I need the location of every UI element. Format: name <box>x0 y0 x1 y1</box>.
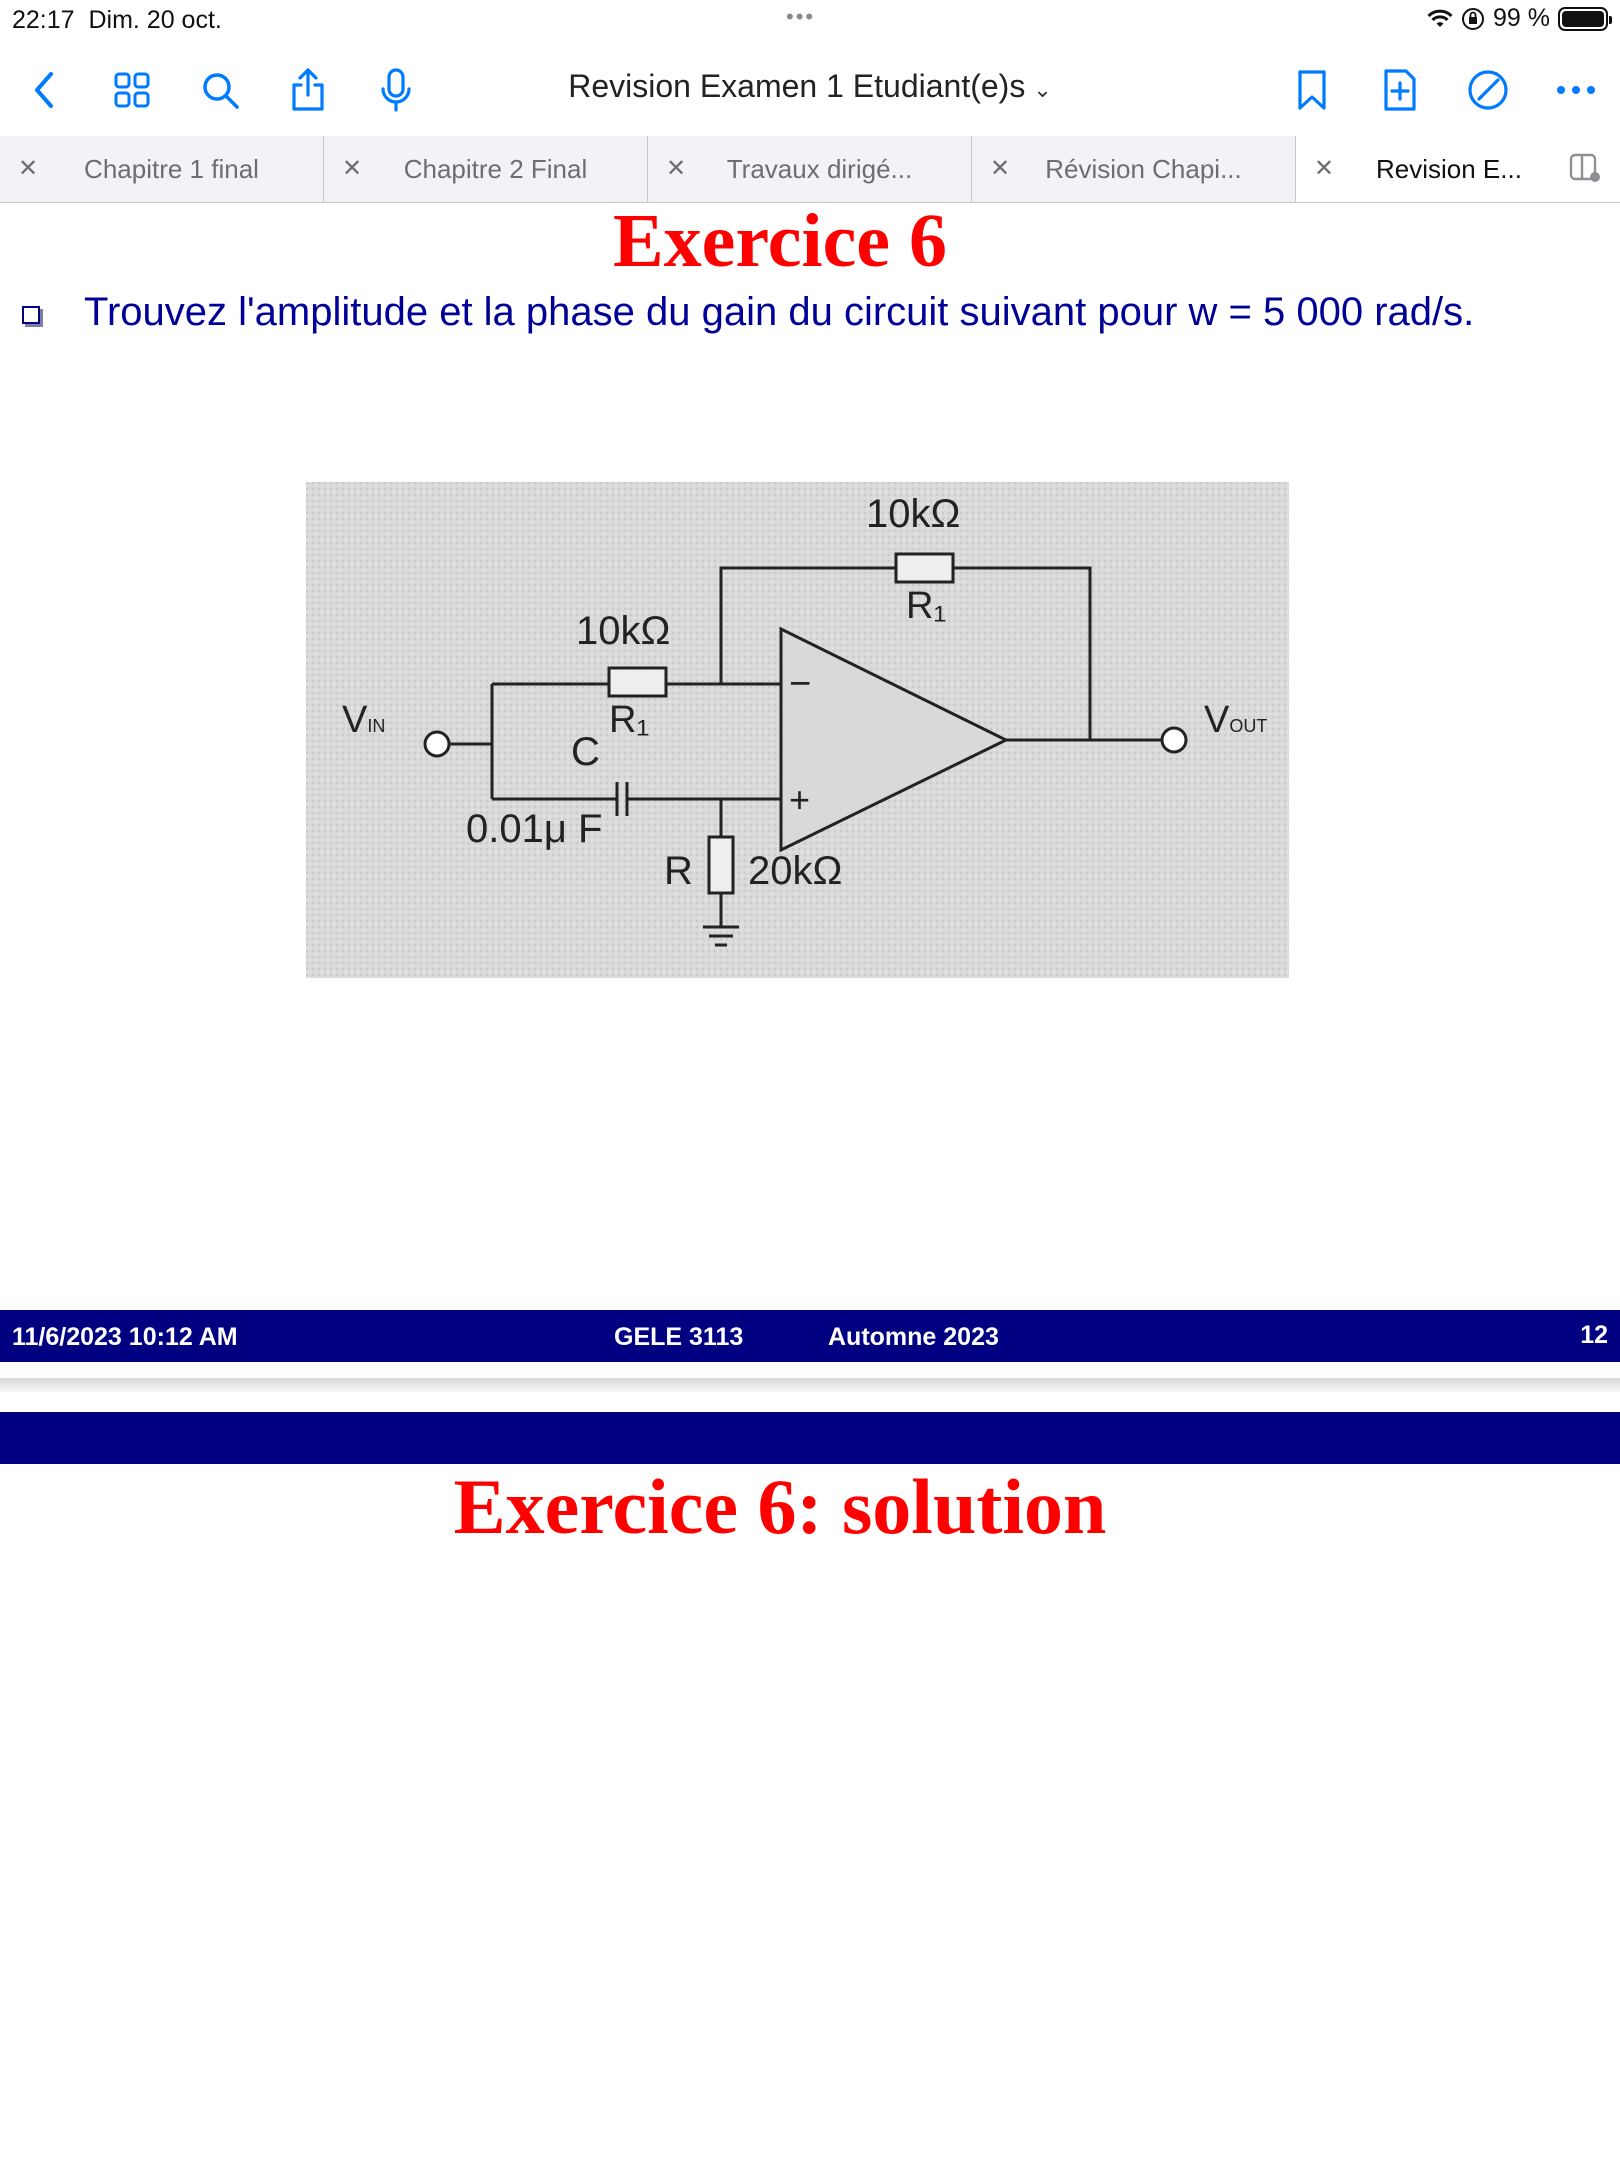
tab-revision-chapitre[interactable]: ✕ Révision Chapi... <box>972 136 1296 202</box>
label-r-feedback-name: R₁ <box>906 585 947 627</box>
circuit-diagram <box>306 482 1289 978</box>
close-icon[interactable]: ✕ <box>1314 155 1335 182</box>
slide-footer <box>0 1310 1620 1362</box>
tab-chapitre-1[interactable]: ✕ Chapitre 1 final <box>0 136 324 202</box>
tab-chapitre-2[interactable]: ✕ Chapitre 2 Final <box>324 136 648 202</box>
close-icon[interactable]: ✕ <box>990 155 1011 182</box>
slide-header-band <box>0 1412 1620 1464</box>
status-right <box>1427 4 1608 33</box>
tab-bar <box>0 136 1620 203</box>
close-icon[interactable]: ✕ <box>342 155 363 182</box>
label-r-input-name: R₁ <box>609 699 650 741</box>
split-view-icon[interactable] <box>1568 152 1602 184</box>
label-cap-value: 0.01μ F <box>466 807 603 851</box>
page-separator <box>0 1378 1620 1392</box>
chevron-down-icon: ⌄ <box>1033 77 1052 102</box>
label-r-input-value: 10kΩ <box>576 609 671 653</box>
multitasking-dots[interactable]: ••• <box>786 4 816 29</box>
footer-term: Automne 2023 <box>828 1323 999 1351</box>
footer-course: GELE 3113 <box>614 1323 744 1351</box>
close-icon[interactable]: ✕ <box>18 155 39 182</box>
bookmark-icon[interactable] <box>1288 66 1336 114</box>
label-minus: − <box>789 663 812 705</box>
footer-date: 11/6/2023 10:12 AM <box>12 1323 238 1351</box>
resistor-r-ground <box>709 837 733 893</box>
orientation-lock-icon <box>1461 7 1485 31</box>
toolbar <box>0 48 1620 134</box>
battery-percent: 99 % <box>1493 4 1550 32</box>
vin-terminal <box>425 732 449 756</box>
label-vout: VOUT <box>1204 699 1268 741</box>
bullet-text: Trouvez l'amplitude et la phase du gain du circuit suivant pour w = 5 000 rad/s. <box>84 290 1475 334</box>
label-r-feedback-value: 10kΩ <box>866 492 961 536</box>
bullet-square-icon <box>22 306 40 324</box>
slide-title: Exercice 6 <box>612 199 948 283</box>
tab-travaux-diriges[interactable]: ✕ Travaux dirigé... <box>648 136 972 202</box>
close-icon[interactable]: ✕ <box>666 155 687 182</box>
battery-icon <box>1558 7 1608 31</box>
label-r-ground-name: R <box>664 849 693 893</box>
footer-page-number: 12 <box>1580 1321 1608 1349</box>
status-time-date: 22:17 Dim. 20 oct. <box>12 6 222 34</box>
status-bar <box>0 0 1620 40</box>
slide-title-solution: Exercice 6: solution <box>453 1463 1107 1550</box>
markup-icon[interactable] <box>1464 66 1512 114</box>
vout-terminal <box>1162 728 1186 752</box>
wifi-icon <box>1427 9 1453 29</box>
label-cap-name: C <box>571 730 600 774</box>
resistor-r1-input <box>609 668 666 696</box>
bullet-item <box>22 290 1474 335</box>
label-r-ground-value: 20kΩ <box>748 849 843 893</box>
label-vin: VIN <box>342 699 386 741</box>
label-plus: + <box>789 779 811 820</box>
resistor-r1-feedback <box>896 554 953 582</box>
add-page-icon[interactable] <box>1376 66 1424 114</box>
more-icon[interactable] <box>1552 66 1600 114</box>
document-title[interactable]: Revision Examen 1 Etudiant(e)s ⌄ <box>568 68 1052 104</box>
tab-revision-examen[interactable]: ✕ Revision E... <box>1296 136 1620 202</box>
